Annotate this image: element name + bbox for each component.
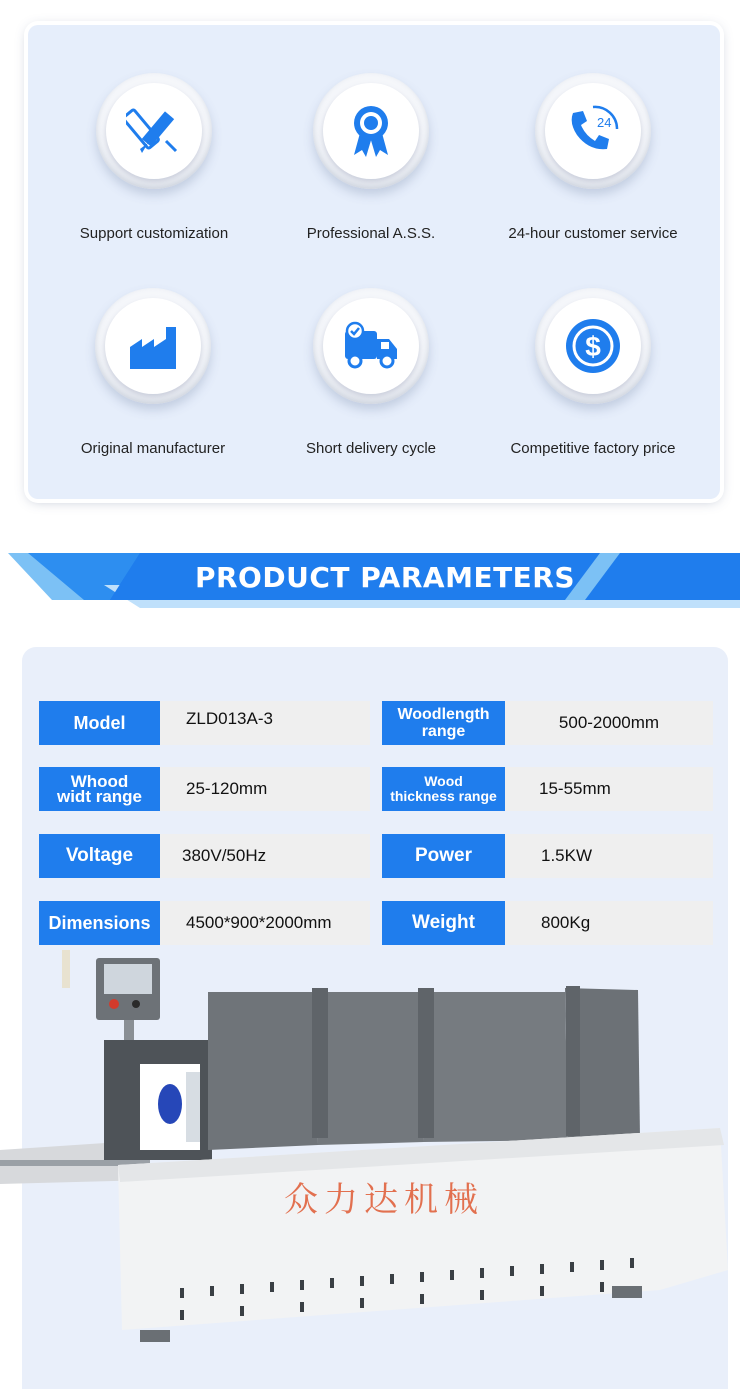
param-key-voltage: Voltage (39, 834, 160, 878)
feature-label: Professional A.S.S. (306, 225, 436, 242)
param-key-woodlength-range: Woodlength range (382, 701, 505, 745)
svg-text:$: $ (585, 331, 601, 362)
feature-short-delivery (251, 288, 491, 457)
param-value-wood-thickness-range: 15-55mm (505, 767, 713, 811)
feature-label: 24-hour customer service (508, 225, 678, 242)
param-key-wood-thickness-range: Wood thickness range (382, 767, 505, 811)
dollar-coin-icon (564, 317, 622, 375)
param-key-weight: Weight (382, 901, 505, 945)
param-value-woodlength-range: 500-2000mm (505, 701, 713, 745)
feature-label: Original manufacturer (80, 440, 226, 457)
feature-support-customization (34, 73, 274, 242)
feature-label: Short delivery cycle (305, 440, 437, 457)
param-value-voltage: 380V/50Hz (160, 834, 370, 878)
factory-icon (126, 321, 180, 371)
feature-competitive-price (473, 288, 713, 457)
feature-24-hour-service (473, 73, 713, 242)
feature-label: Competitive factory price (510, 440, 676, 457)
param-value-power: 1.5KW (505, 834, 713, 878)
parameters-title: PRODUCT PARAMETERS (194, 561, 576, 594)
param-value-wood-width-range: 25-120mm (160, 767, 370, 811)
param-value-dimensions: 4500*900*2000mm (160, 901, 370, 945)
machine-brand-text: 众力达机械 (284, 1180, 484, 1220)
param-value-model: ZLD013A-3 (160, 701, 370, 745)
feature-professional-ass (251, 73, 491, 242)
param-key-power: Power (382, 834, 505, 878)
param-key-dimensions: Dimensions (39, 901, 160, 945)
param-key-model: Model (39, 701, 160, 745)
pencil-ruler-icon (126, 103, 182, 159)
feature-original-manufacturer (33, 288, 273, 457)
param-value-weight: 800Kg (505, 901, 713, 945)
svg-text:24: 24 (597, 115, 612, 130)
delivery-truck-icon (341, 321, 401, 371)
param-key-wood-width-range: Whood widt range (39, 767, 160, 811)
phone-24-icon (563, 103, 623, 159)
award-ribbon-icon (346, 103, 396, 159)
feature-label: Support customization (79, 225, 229, 242)
woodworking-machine-image (0, 950, 750, 1389)
